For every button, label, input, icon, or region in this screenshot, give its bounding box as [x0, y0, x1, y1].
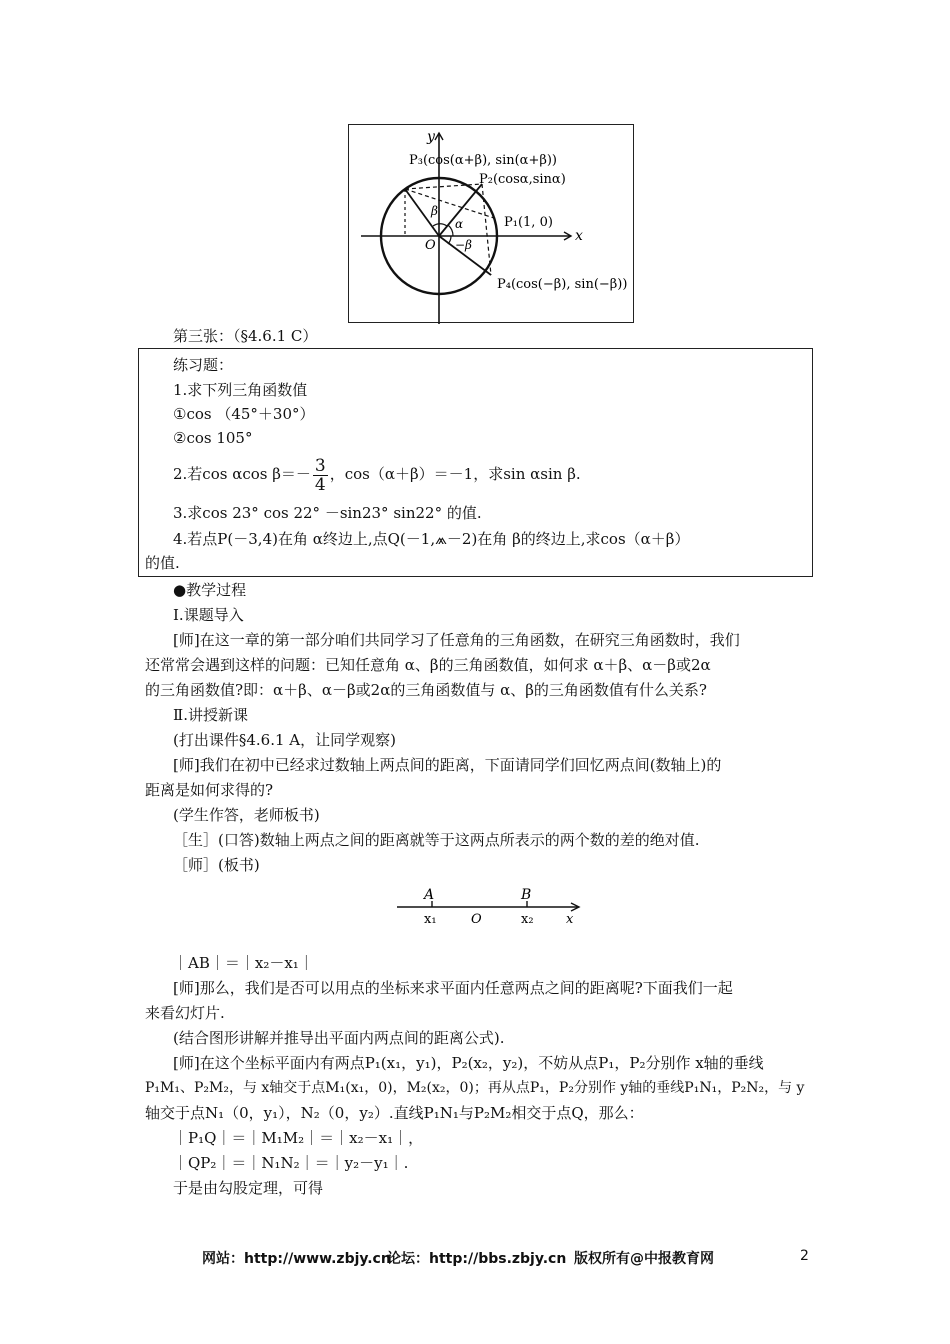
- paragraph-10: 于是由勾股定理，可得: [173, 1179, 324, 1197]
- fraction-numerator: 3: [314, 455, 326, 476]
- p2-label: P₂(cosα,sinα): [479, 172, 566, 187]
- section-intro-heading: Ⅰ.课题导入: [173, 606, 244, 624]
- exercise-q1: 1.求下列三角函数值: [173, 381, 308, 399]
- exercise-q4-line1: 4.若点P(－3,4)在角 α终边上,点Q(－1,⩕－2)在角 β的终边上,求cos（α＋β）: [173, 530, 690, 548]
- paragraph-5: ［生］(口答)数轴上两点之间的距离就等于这两点所表示的两个数的差的绝对值.: [173, 831, 700, 849]
- section-new-lesson-heading: Ⅱ.讲授新课: [173, 706, 248, 724]
- footer-site: 网站：http://www.zbjy.cn: [202, 1251, 391, 1267]
- paragraph-9-line-2: P₁M₁、P₂M₂，与 x轴交于点M₁(x₁，0)，M₂(x₂，0)；再从点P₁，P₂分别作 y轴的垂线P₁N₁，P₂N₂，与 y: [145, 1080, 805, 1096]
- exercise-q1a: ①cos （45°＋30°）: [173, 405, 315, 423]
- exercise-q2: [173, 451, 581, 497]
- paragraph-4: (学生作答，老师板书): [173, 806, 320, 824]
- exercise-title: 练习题：: [173, 356, 234, 374]
- p3-label: P₃(cos(α+β), sin(α+β)): [409, 153, 558, 168]
- beta-arc: [433, 224, 447, 226]
- abs-ab-formula: ｜AB｜＝｜x₂－x₁｜: [173, 954, 314, 972]
- p1-label: P₁(1, 0): [504, 215, 553, 230]
- point-b-label: B: [521, 887, 532, 903]
- paragraph-6: ［师］(板书): [173, 856, 260, 874]
- exercise-q3: 3.求cos 23° cos 22° －sin23° sin22° 的值.: [173, 504, 482, 522]
- paragraph-3-line-1: [师]我们在初中已经求过数轴上两点间的距离，下面请同学们回忆两点间(数轴上)的: [173, 756, 722, 774]
- footer-copyright: 版权所有@中报教育网: [574, 1251, 714, 1267]
- unit-circle-diagram: [349, 125, 635, 324]
- x2-label: x₂: [521, 912, 534, 927]
- x-axis-label: x: [575, 228, 583, 244]
- number-line-figure: [395, 883, 595, 929]
- equation-2: ｜QP₂｜＝｜N₁N₂｜＝｜y₂－y₁｜.: [173, 1154, 409, 1172]
- teaching-process-heading: ●教学过程: [173, 581, 247, 599]
- paragraph-1-line-3: 的三角函数值?即：α＋β、α－β或2α的三角函数值与 α、β的三角函数值有什么关系?: [145, 681, 707, 699]
- neg-beta-label: −β: [455, 238, 472, 252]
- x1-label: x₁: [424, 912, 437, 927]
- paragraph-3-line-2: 距离是如何求得的?: [145, 781, 274, 799]
- alpha-arc: [448, 225, 453, 236]
- beta-label: β: [431, 204, 438, 218]
- paragraph-7-line-2: 来看幻灯片.: [145, 1004, 225, 1022]
- equation-1: ｜P₁Q｜＝｜M₁M₂｜＝｜x₂－x₁｜，: [173, 1129, 424, 1147]
- neg-beta-arc: [448, 236, 451, 244]
- exercise-q2-pre: 2.若cos αcos β＝－: [173, 465, 311, 483]
- footer-forum: 论坛：http://bbs.zbjy.cn: [387, 1251, 567, 1267]
- paragraph-9-line-1: [师]在这个坐标平面内有两点P₁(x₁，y₁)，P₂(x₂，y₂)，不妨从点P₁，P₂分别作 x轴的垂线: [173, 1054, 764, 1072]
- paragraph-7-line-1: [师]那么，我们是否可以用点的坐标来求平面内任意两点之间的距离呢?下面我们一起: [173, 979, 733, 997]
- page-number: 2: [800, 1248, 809, 1264]
- paragraph-9-line-3: 轴交于点N₁（0，y₁），N₂（0，y₂）.直线P₁N₁与P₂M₂相交于点Q，那么：: [145, 1104, 644, 1122]
- exercise-q1b: ②cos 105°: [173, 429, 253, 447]
- number-line-diagram: [395, 883, 595, 929]
- exercise-q2-post: ，cos（α＋β）＝－1，求sin αsin β.: [329, 465, 581, 483]
- x-label: x: [566, 912, 574, 927]
- alpha-label: α: [455, 217, 464, 231]
- fraction-three-quarters: [313, 457, 328, 494]
- y-axis-label: y: [427, 129, 435, 145]
- card3-label: 第三张：（§4.6.1 C）: [173, 327, 318, 345]
- fraction-denominator: 4: [314, 474, 326, 495]
- origin-label: O: [425, 238, 436, 253]
- origin-o-label: O: [471, 912, 482, 927]
- paragraph-1-line-2: 还常常会遇到这样的问题：已知任意角 α、β的三角函数值，如何求 α＋β、α－β或2α: [145, 656, 711, 674]
- exercise-q4-line2: 的值.: [145, 554, 180, 572]
- paragraph-1-line-1: [师]在这一章的第一部分咱们共同学习了任意角的三角函数，在研究三角函数时，我们: [173, 631, 740, 649]
- paragraph-2: (打出课件§4.6.1 A，让同学观察): [173, 731, 396, 749]
- point-a-label: A: [424, 887, 435, 903]
- paragraph-8: (结合图形讲解并推导出平面内两点间的距离公式).: [173, 1029, 505, 1047]
- unit-circle-figure: [348, 124, 634, 323]
- p4-label: P₄(cos(−β), sin(−β)): [497, 277, 628, 292]
